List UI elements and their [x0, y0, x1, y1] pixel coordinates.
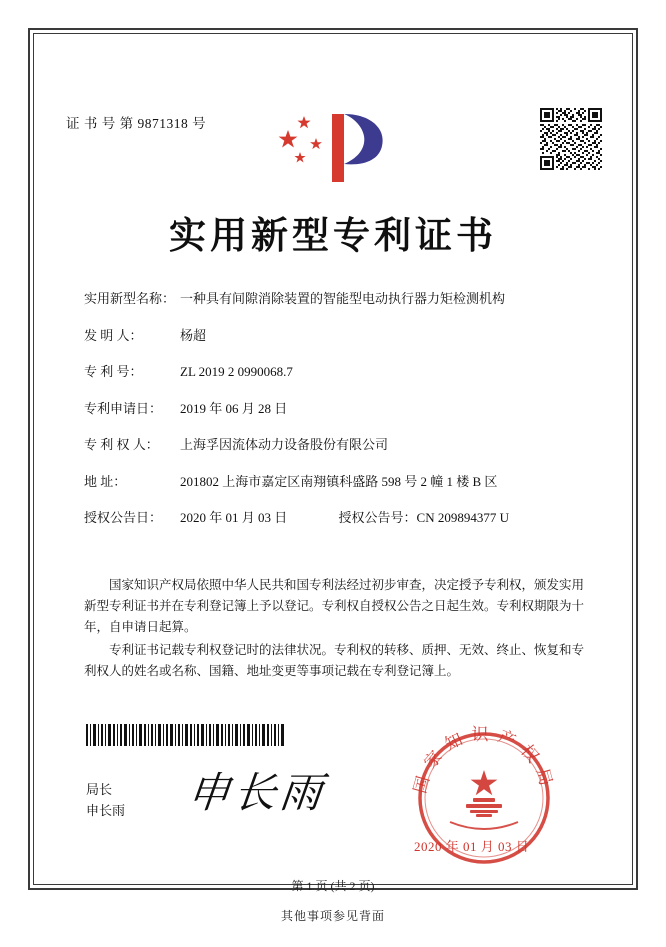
field-row-utility-model-name: [84, 290, 604, 308]
field-row-patentee: [84, 436, 604, 454]
seal-date: 2020 年 01 月 03 日: [414, 839, 530, 854]
field-row-grant-announcement: [84, 509, 604, 527]
field-row-inventor: [84, 327, 604, 345]
field-row-address: [84, 473, 604, 491]
field-value: 一种具有间隙消除装置的智能型电动执行器力矩检测机构: [180, 291, 506, 306]
certificate-number: 证 书 号 第 9871318 号: [66, 116, 207, 131]
page-number: 第 1 页 (共 2 页): [291, 879, 375, 893]
field-value: 2019 年 06 月 28 日: [180, 400, 288, 416]
field-label: 专 利 权 人：: [84, 437, 159, 452]
page-title: 实用新型专利证书: [169, 213, 497, 257]
legal-paragraph-1: 国家知识产权局依照中华人民共和国专利法经过初步审查，决定授予专利权，颁发实用新型专利证书并在专利登记簿上予以登记。专利权自授权公告之日起生效。专利权期限为十年，自申请日起算。: [84, 578, 585, 634]
field-row-application-date: [84, 400, 604, 418]
legal-text: [84, 575, 584, 684]
field-row-patent-number: [84, 363, 604, 381]
grant-number-value: CN 209894377 U: [416, 510, 509, 525]
field-value: 上海孚因流体动力设备股份有限公司: [180, 437, 389, 452]
svg-text:国家知识产权局: 国家知识产权局: [410, 725, 558, 796]
field-label: 地 址：: [84, 473, 127, 489]
cnipa-logo: [274, 108, 394, 190]
grant-date-value: 2020 年 01 月 03 日: [180, 510, 288, 525]
grant-date-label: 授权公告日：: [84, 510, 163, 525]
director-title-label: 局长: [86, 782, 113, 797]
footnote: 其他事项参见背面: [280, 909, 385, 923]
field-label: 专 利 号：: [84, 364, 143, 379]
barcode: [86, 724, 286, 746]
signature-labels: [86, 779, 125, 821]
qr-code: [540, 108, 602, 170]
handwritten-signature: 申长雨: [185, 768, 329, 817]
legal-paragraph-2: 专利证书记载专利权登记时的法律状况。专利权的转移、质押、无效、终止、恢复和专利权人的姓名或名称、国籍、地址变更等事项记载在专利登记簿上。: [84, 643, 585, 678]
field-value: 201802 上海市嘉定区南翔镇科盛路 598 号 2 幢 1 楼 B 区: [180, 473, 498, 489]
field-label: 专利申请日：: [84, 400, 163, 416]
field-value: 杨超: [180, 327, 207, 343]
field-label: 发 明 人：: [84, 327, 143, 343]
grant-number-group: [339, 509, 509, 527]
field-value: ZL 2019 2 0990068.7: [180, 364, 293, 379]
field-label: 实用新型名称：: [84, 291, 176, 306]
director-name-label: 申长雨: [86, 803, 126, 818]
field-list: [84, 290, 604, 546]
grant-number-label: 授权公告号：: [338, 510, 417, 525]
